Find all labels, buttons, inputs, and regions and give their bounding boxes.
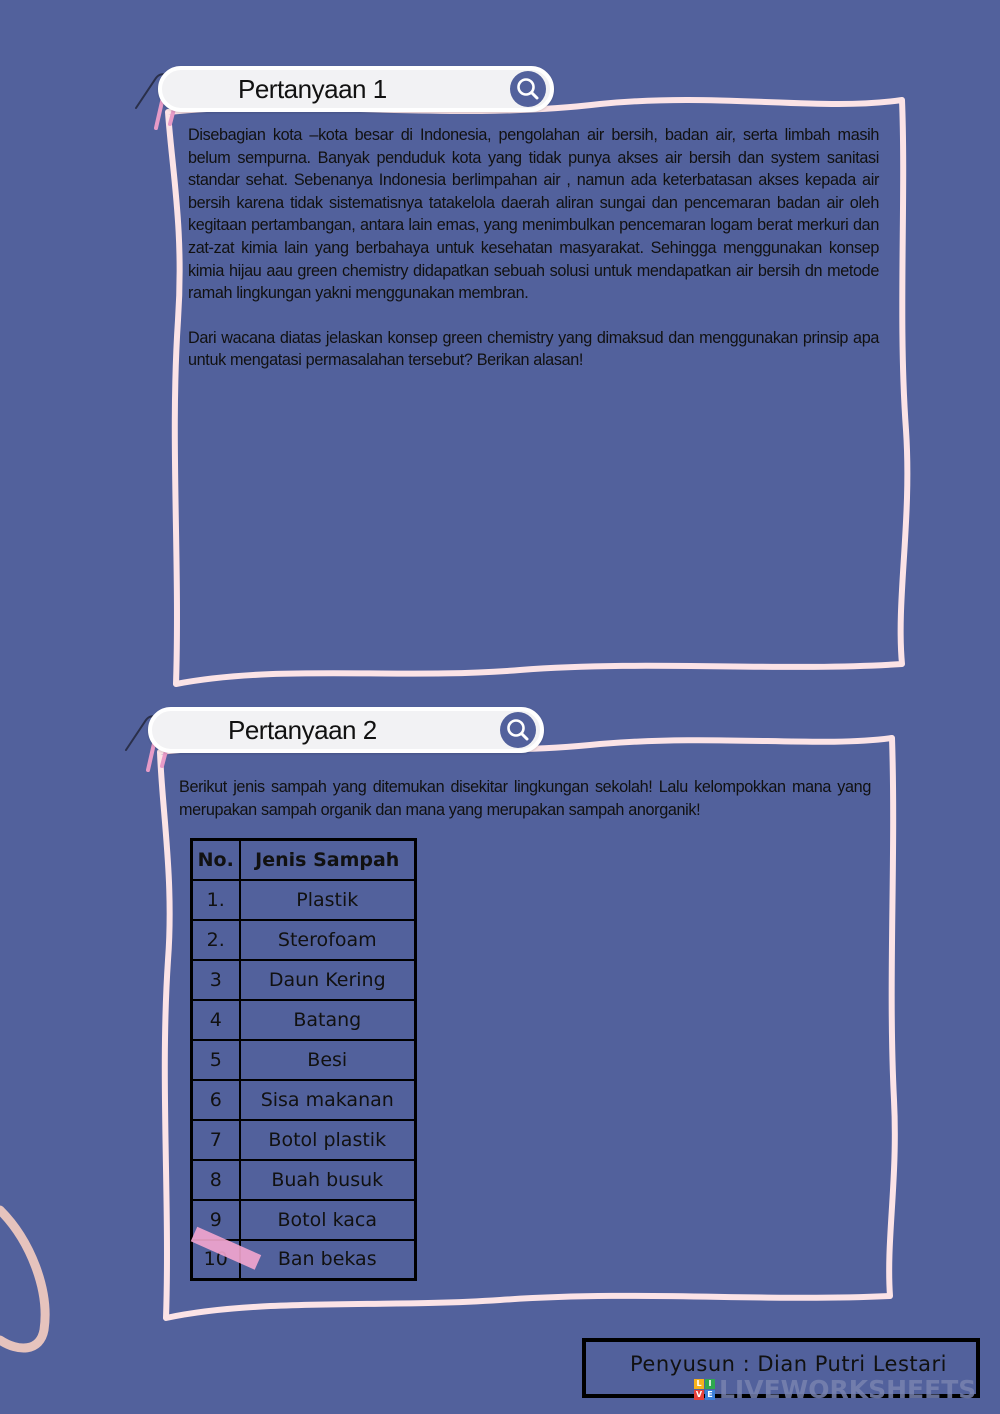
table-row bbox=[192, 880, 416, 920]
column-header-waste-type: Jenis Sampah bbox=[240, 840, 416, 880]
waste-type: Plastik bbox=[240, 880, 416, 920]
table-row bbox=[192, 920, 416, 960]
table-row bbox=[192, 1040, 416, 1080]
logo-letter: I bbox=[705, 1379, 715, 1389]
watermark-text: LIVEWORKSHEETS bbox=[719, 1374, 977, 1404]
waste-type: Daun Kering bbox=[240, 960, 416, 1000]
table-row bbox=[192, 1200, 416, 1240]
search-icon[interactable] bbox=[510, 71, 546, 107]
table-row bbox=[192, 1080, 416, 1120]
question-2-title: Pertanyaan 2 bbox=[228, 715, 377, 745]
liveworksheets-watermark bbox=[694, 1375, 976, 1403]
waste-type: Botol kaca bbox=[240, 1200, 416, 1240]
logo-letter: E bbox=[705, 1390, 715, 1400]
waste-type: Sisa makanan bbox=[240, 1080, 416, 1120]
waste-type: Sterofoam bbox=[240, 920, 416, 960]
search-icon[interactable] bbox=[500, 712, 536, 748]
row-number: 4 bbox=[192, 1000, 240, 1040]
waste-type: Botol plastik bbox=[240, 1120, 416, 1160]
logo-letter: L bbox=[694, 1379, 704, 1389]
liveworksheets-logo-icon bbox=[694, 1379, 715, 1400]
waste-type: Batang bbox=[240, 1000, 416, 1040]
logo-letter: V bbox=[695, 1390, 703, 1399]
waste-type: Ban bekas bbox=[240, 1240, 416, 1280]
table-row bbox=[192, 1120, 416, 1160]
waste-type: Besi bbox=[240, 1040, 416, 1080]
table-row bbox=[192, 1160, 416, 1200]
table-header-row bbox=[192, 840, 416, 880]
question-1-paragraph: Disebagian kota –kota besar di Indonesia, pengolahan air bersih, badan air, serta limbah masih belum sempurna. Banyak penduduk kota yang tidak punya akses air bersih dan system sanitasi standar sehat. Sebenanya Indonesia berlimpahan air , namun ada keterbatasan akses kepada air bersih karena tidak sistematisnya tatakelola daerah aliran sungai dan pencemaran badan air oleh kegitaan pertambangan, antara lain emas, yang menimbulkan pencemaran logam berat merkuri dan zat-zat kimia lain yang berbahaya untuk kesehatan masyarakat. Sehingga menggunakan konsep kimia hijau aau green chemistry didapatkan sebuah solusi untuk mendapatkan air bersih dn metode ramah lingkungan yakni menggunakan membran. bbox=[188, 126, 879, 303]
table-row bbox=[192, 960, 416, 1000]
row-number: 5 bbox=[192, 1040, 240, 1080]
table-row bbox=[192, 1000, 416, 1040]
waste-table bbox=[190, 838, 417, 1281]
row-number: 3 bbox=[192, 960, 240, 1000]
row-number: 7 bbox=[192, 1120, 240, 1160]
row-number: 1. bbox=[192, 880, 240, 920]
question-2-prompt: Berikut jenis sampah yang ditemukan disekitar lingkungan sekolah! Lalu kelompokkan mana yang merupakan sampah organik dan mana yang merupakan sampah anorganik! bbox=[179, 778, 871, 819]
row-number: 8 bbox=[192, 1160, 240, 1200]
row-number: 2. bbox=[192, 920, 240, 960]
row-number: 9 bbox=[192, 1200, 240, 1240]
author-credit: Penyusun : Dian Putri Lestari bbox=[630, 1352, 947, 1376]
row-number: 6 bbox=[192, 1080, 240, 1120]
row-number: 10 bbox=[192, 1240, 240, 1280]
doodle-stroke bbox=[0, 1210, 45, 1348]
question-1-instruction: Dari wacana diatas jelaskan konsep green chemistry yang dimaksud dan menggunakan prinsip apa untuk mengatasi permasalahan tersebut? Berikan alasan! bbox=[188, 328, 879, 370]
column-header-no: No. bbox=[192, 840, 240, 880]
question-1-passage bbox=[188, 124, 879, 394]
question-1-title: Pertanyaan 1 bbox=[238, 74, 387, 104]
waste-type: Buah busuk bbox=[240, 1160, 416, 1200]
